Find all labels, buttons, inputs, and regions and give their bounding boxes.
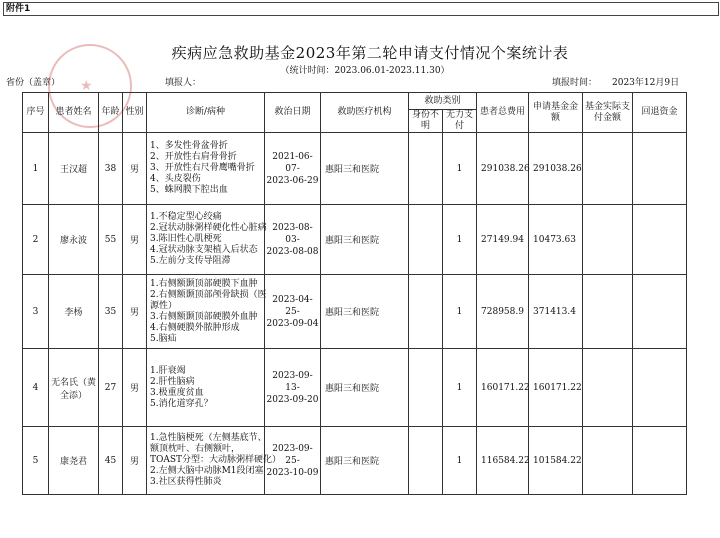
cell-name: 廖永波 — [49, 205, 99, 275]
diagnosis-line: 1.不稳定型心绞痛 — [150, 212, 222, 222]
cell-dates — [265, 275, 321, 349]
date-start: 2021-06-07- — [272, 151, 313, 174]
fill-date-value: 2023年12月9日 — [612, 78, 680, 88]
cell-unknown-id — [409, 349, 443, 427]
cell-dates — [265, 133, 321, 205]
cell-age: 45 — [99, 427, 123, 495]
cell-no-pay: 1 — [443, 275, 477, 349]
cell-gender: 男 — [123, 205, 147, 275]
cell-fund-applied: 291038.26 — [529, 133, 583, 205]
cell-diagnosis — [147, 427, 282, 495]
cell-fund-paid — [583, 205, 633, 275]
cell-returned — [633, 427, 687, 495]
header-dates: 救治日期 — [265, 93, 321, 133]
cell-diagnosis — [147, 133, 265, 205]
cell-seq: 2 — [23, 205, 49, 275]
table-row — [23, 349, 687, 427]
cell-seq: 3 — [23, 275, 49, 349]
diagnosis-line: 3.社区获得性肺炎 — [150, 477, 222, 487]
date-end: 2023-10-09 — [266, 467, 319, 478]
diagnosis-line: 2、开放性右肩骨骨折 — [150, 152, 237, 162]
diagnosis-line: 1.肝衰竭 — [150, 365, 186, 376]
diagnosis-line: 源性） — [150, 300, 178, 311]
header-no-pay: 无力支付 — [443, 110, 477, 133]
diagnosis-line: 4、头皮裂伤 — [150, 174, 201, 184]
cell-institution: 惠阳三和医院 — [321, 427, 409, 495]
cell-age: 38 — [99, 133, 123, 205]
date-start: 2023-09-13- — [272, 370, 313, 393]
annex-label: 附件1 — [3, 2, 719, 16]
fill-date-label: 填报时间： — [552, 78, 598, 88]
cell-diagnosis — [147, 349, 265, 427]
cell-total-cost: 116584.22 — [477, 427, 529, 495]
cell-institution: 惠阳三和医院 — [321, 275, 409, 349]
cell-age: 27 — [99, 349, 123, 427]
diagnosis-line: 额顶枕叶、右侧额叶， — [150, 444, 241, 454]
header-fund-applied: 申请基金金额 — [529, 93, 583, 133]
case-rows — [23, 133, 687, 495]
cell-total-cost: 728958.9 — [477, 275, 529, 349]
cell-returned — [633, 275, 687, 349]
cell-total-cost: 160171.22 — [477, 349, 529, 427]
header-category: 救助类别 — [409, 93, 477, 110]
province-label: 省份（盖章） — [6, 78, 61, 88]
date-start: 2023-04-25- — [272, 294, 313, 317]
header-age: 年龄 — [99, 93, 123, 133]
header-institution: 救助医疗机构 — [321, 93, 409, 133]
header-seq: 序号 — [23, 93, 49, 133]
diagnosis-line: 2.肝性脑病 — [150, 376, 195, 387]
cell-seq: 4 — [23, 349, 49, 427]
date-start: 2023-09-25- — [272, 443, 313, 466]
diagnosis-line: 5.消化道穿孔？ — [150, 398, 213, 409]
diagnosis-line: 3、开放性右尺骨鹰嘴骨折 — [150, 163, 255, 173]
header-gender: 性别 — [123, 93, 147, 133]
cell-seq: 1 — [23, 133, 49, 205]
cell-returned — [633, 205, 687, 275]
date-end: 2023-09-04 — [266, 318, 319, 329]
diagnosis-line: 4.右侧硬膜外脓肿形成 — [150, 322, 240, 333]
cell-fund-applied: 371413.4 — [529, 275, 583, 349]
cell-institution: 惠阳三和医院 — [321, 133, 409, 205]
cell-fund-applied: 101584.22 — [529, 427, 583, 495]
diagnosis-line: TOAST分型：大动脉粥样硬化） — [150, 455, 282, 465]
date-end: 2023-06-29 — [266, 175, 319, 186]
cell-unknown-id — [409, 205, 443, 275]
header-total-cost: 患者总费用 — [477, 93, 529, 133]
table-row — [23, 133, 687, 205]
date-end: 2023-09-20 — [266, 394, 319, 405]
table-row — [23, 275, 687, 349]
diagnosis-line: 2.右侧额颞顶部颅骨缺损（医 — [150, 289, 267, 300]
diagnosis-line: 2.冠状动脉粥样硬化性心脏病 — [150, 223, 267, 233]
cell-unknown-id — [409, 427, 443, 495]
cell-gender: 男 — [123, 275, 147, 349]
diagnosis-line: 3.极重度贫血 — [150, 387, 204, 398]
cell-age: 35 — [99, 275, 123, 349]
cell-age: 55 — [99, 205, 123, 275]
cell-fund-paid — [583, 427, 633, 495]
document-title: 疾病应急救助基金2023年第二轮申请支付情况个案统计表 — [171, 44, 569, 62]
header-returned: 回退资金 — [633, 93, 687, 133]
cell-institution: 惠阳三和医院 — [321, 205, 409, 275]
cell-no-pay: 1 — [443, 349, 477, 427]
diagnosis-line: 1.右侧额颞顶部硬膜下血肿 — [150, 278, 258, 289]
cell-diagnosis — [147, 205, 265, 275]
date-start: 2023-08-03- — [272, 222, 313, 245]
header-unknown-id: 身份不明 — [409, 110, 443, 133]
cell-fund-paid — [583, 349, 633, 427]
cell-no-pay: 1 — [443, 205, 477, 275]
seal-star-icon: ★ — [80, 78, 93, 94]
cell-fund-paid — [583, 133, 633, 205]
cell-gender: 男 — [123, 427, 147, 495]
cell-name: 王汉超 — [49, 133, 99, 205]
diagnosis-line: 2.左侧大脑中动脉M1段闭塞 — [150, 466, 264, 476]
header-fund-paid: 基金实际支付金额 — [583, 93, 633, 133]
cell-returned — [633, 133, 687, 205]
date-end: 2023-08-08 — [266, 246, 319, 257]
cell-fund-applied: 160171.22 — [529, 349, 583, 427]
diagnosis-line: 1、多发性骨盆骨折 — [150, 141, 228, 151]
cell-unknown-id — [409, 133, 443, 205]
diagnosis-line: 5.左前分支传导阻滞 — [150, 256, 231, 266]
cell-gender: 男 — [123, 133, 147, 205]
cell-name: 李杨 — [49, 275, 99, 349]
cell-fund-paid — [583, 275, 633, 349]
cell-dates — [265, 349, 321, 427]
cell-unknown-id — [409, 275, 443, 349]
cell-total-cost: 291038.26 — [477, 133, 529, 205]
cell-total-cost: 27149.94 — [477, 205, 529, 275]
cell-institution: 惠阳三和医院 — [321, 349, 409, 427]
diagnosis-line: 3.陈旧性心肌梗死 — [150, 234, 222, 244]
cell-fund-applied: 10473.63 — [529, 205, 583, 275]
header-diagnosis: 诊断/病种 — [147, 93, 265, 133]
header-name: 患者姓名 — [49, 93, 99, 133]
cell-name: 无名氏（黄全添） — [49, 349, 99, 427]
cell-seq: 5 — [23, 427, 49, 495]
cell-diagnosis — [147, 275, 265, 349]
table-row — [23, 205, 687, 275]
table-row — [23, 427, 687, 495]
cell-gender: 男 — [123, 349, 147, 427]
statistics-period: （统计时间：2023.06.01-2023.11.30） — [280, 66, 450, 76]
diagnosis-line: 1.急性脑梗死（左侧基底节、 — [150, 433, 267, 443]
filler-label: 填报人： — [165, 78, 202, 88]
cell-dates — [265, 205, 321, 275]
diagnosis-line: 5.脑疝 — [150, 333, 177, 344]
diagnosis-line: 5、蛛网膜下腔出血 — [150, 185, 228, 195]
diagnosis-line: 4.冠状动脉支架植入后状态 — [150, 245, 258, 255]
case-statistics-table — [22, 92, 687, 495]
diagnosis-line: 3.右侧额颞顶部硬膜外血肿 — [150, 311, 258, 322]
cell-no-pay: 1 — [443, 427, 477, 495]
cell-returned — [633, 349, 687, 427]
cell-name: 康尧君 — [49, 427, 99, 495]
cell-no-pay: 1 — [443, 133, 477, 205]
